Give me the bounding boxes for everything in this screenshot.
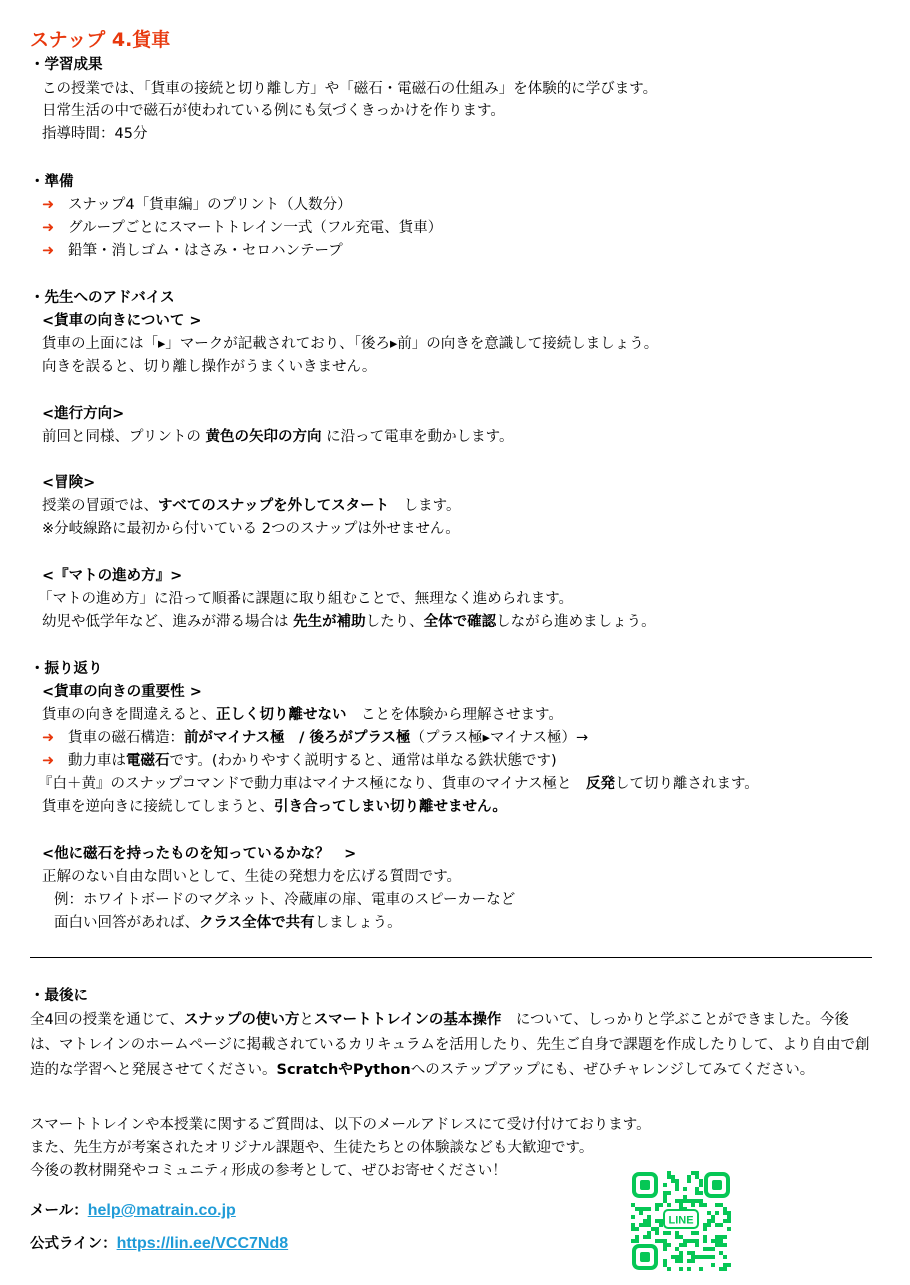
section-heading-reflection: ・振り返り (30, 661, 103, 677)
arrow-icon: ➜ (42, 753, 55, 769)
line-qr-code[interactable] (630, 1170, 732, 1272)
list-item (42, 241, 343, 261)
list-item (42, 195, 352, 215)
list-item-label: グループごとにスマートトレイン一式（フル充電、貨車） (68, 220, 443, 236)
text-line: 授業の冒頭では、すべてのスナップを外してスタート します。 (42, 498, 461, 514)
text-line: ※分岐線路に最初から付いている 2つのスナップは外せません。 (42, 521, 460, 537)
arrow-icon: ➜ (42, 197, 55, 213)
closing-paragraph: 全4回の授業を通じて、スナップの使い方とスマートトレインの基本操作 について、しっかりと学ぶことができました。今後は、マトレインのホームページに掲載されているカリキュラムを活用したり、先生ご自身で課題を作成したりして、より自由で創造的な学習へと発展させてください。ScratchやPythonへのステップアップにも、ぜひチャレンジしてみてください。 (30, 1012, 870, 1078)
mail-label: メール： (30, 1203, 88, 1219)
divider (30, 957, 872, 958)
section-heading-closing: ・最後に (30, 988, 88, 1004)
text-line: また、先生方が考案されたオリジナル課題や、生徒たちとの体験談なども大歓迎です。 (30, 1140, 594, 1156)
subheading: <『マトの進め方』> (42, 568, 183, 584)
section-heading-advice: ・先生へのアドバイス (30, 290, 175, 306)
text-line: 向きを誤ると、切り離し操作がうまくいきません。 (42, 359, 377, 375)
text-line: 『白＋黄』のスナップコマンドで動力車はマイナス極になり、貨車のマイナス極と 反発して切り離されます。 (38, 776, 759, 792)
arrow-icon: ➜ (42, 220, 55, 236)
subheading: <進行方向> (42, 406, 125, 422)
qr-line-logo: LINE (668, 1214, 694, 1227)
text-line: 前回と同様、プリントの 黄色の矢印の方向 に沿って電車を動かします。 (42, 429, 514, 445)
arrow-icon: ➜ (42, 243, 55, 259)
section-heading-preparation: ・準備 (30, 174, 74, 190)
subheading: <貨車の向きについて > (42, 313, 202, 329)
text-line: 貨車の上面には「▸」マークが記載されており、「後ろ▸前」の向きを意識して接続しましょう。 (42, 336, 659, 352)
list-item: ➜ 貨車の磁石構造：前がマイナス極 / 後ろがプラス極（プラス極▸マイナス極）→ (42, 730, 589, 746)
text-line: 日常生活の中で磁石が使われている例にも気づくきっかけを作ります。 (42, 103, 505, 119)
text-line: 貨車の向きを間違えると、正しく切り離せない ことを体験から理解させます。 (42, 707, 563, 723)
subheading: <貨車の向きの重要性 > (42, 684, 202, 700)
text-line: 面白い回答があれば、クラス全体で共有しましょう。 (54, 915, 402, 931)
page-title: スナップ 4.貨車 (30, 29, 171, 51)
text-line: 正解のない自由な問いとして、生徒の発想力を広げる質問です。 (42, 869, 462, 885)
list-item (42, 218, 442, 238)
mail-row (30, 1199, 236, 1223)
subheading: <他に磁石を持ったものを知っているかな？ > (42, 846, 357, 862)
section-heading-learning-outcomes: ・学習成果 (30, 57, 103, 73)
text-line: 幼児や低学年など、進みが滞る場合は 先生が補助したり、全体で確認しながら進めましょう。 (42, 614, 656, 630)
text-line: この授業では、「貨車の接続と切り離し方」や「磁石・電磁石の仕組み」を体験的に学びます。 (42, 81, 658, 97)
subheading: <冒険> (42, 475, 96, 491)
list-item-label: スナップ4「貨車編」のプリント（人数分） (68, 197, 352, 213)
arrow-icon: ➜ (42, 730, 55, 746)
line-link[interactable]: https://lin.ee/VCC7Nd8 (116, 1235, 289, 1252)
text-line: スマートトレインや本授業に関するご質問は、以下のメールアドレスにて受け付けております。 (30, 1117, 651, 1133)
text-line: 「マトの進め方」に沿って順番に課題に取り組むことで、無理なく進められます。 (38, 591, 574, 607)
mail-link[interactable]: help@matrain.co.jp (87, 1202, 236, 1219)
line-row (30, 1232, 288, 1256)
line-label: 公式ライン： (30, 1236, 117, 1252)
text-line: 例：ホワイトボードのマグネット、冷蔵庫の扉、電車のスピーカーなど (54, 892, 516, 908)
duration-text: 指導時間：45分 (42, 126, 148, 142)
text-line: 貨車を逆向きに接続してしまうと、引き合ってしまい切り離せません。 (42, 799, 507, 815)
list-item: ➜ 動力車は電磁石です。(わかりやすく説明すると、通常は単なる鉄状態です) (42, 753, 557, 769)
text-line: 今後の教材開発やコミュニティ形成の参考として、ぜひお寄せください！ (30, 1163, 507, 1179)
list-item-label: 鉛筆・消しゴム・はさみ・セロハンテープ (68, 243, 343, 259)
